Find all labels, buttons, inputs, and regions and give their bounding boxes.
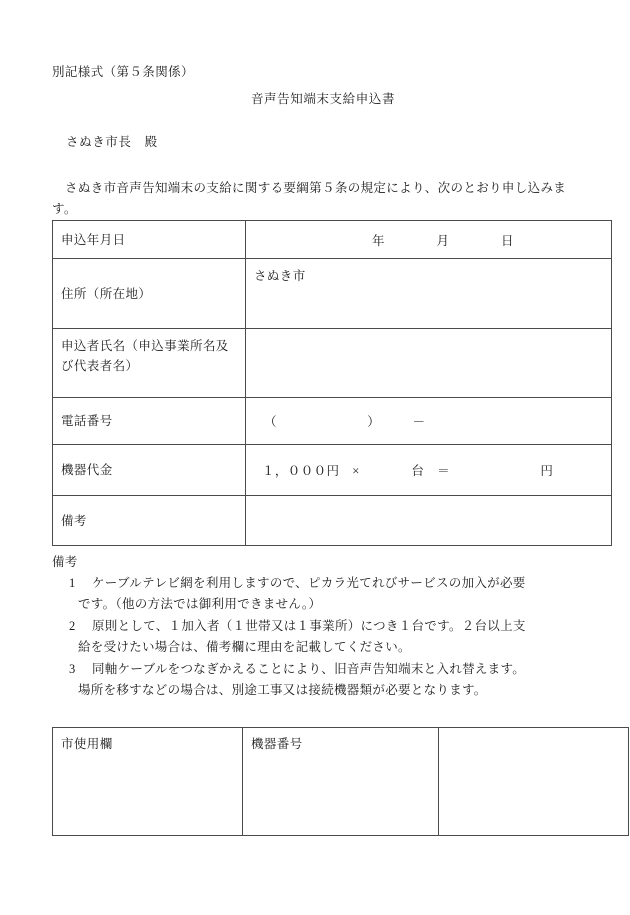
row-label-remarks: 備考 <box>53 496 246 546</box>
note-item <box>52 659 582 701</box>
table-row <box>53 496 612 546</box>
note-number: 3 <box>69 662 76 676</box>
row-label-applicant-name: 申込者氏名（申込事業所名及び代表者名） <box>53 329 246 398</box>
cell-city-use-blank[interactable] <box>439 728 629 836</box>
row-label-address: 住所（所在地） <box>53 259 246 329</box>
row-value-application-date[interactable] <box>246 221 612 259</box>
form-code: 別記様式（第５条関係） <box>52 65 194 79</box>
row-value-equipment-price[interactable] <box>246 445 612 496</box>
row-label-application-date: 申込年月日 <box>53 221 246 259</box>
equipment-price-calculation: １，０００円 × 台 ＝ 円 <box>262 464 554 478</box>
addressee: さぬき市長 殿 <box>66 135 158 149</box>
note-text-line: です。（他の方法では御利用できません。） <box>78 597 322 611</box>
document-title-text: 音声告知端末支給申込書 <box>250 92 396 106</box>
table-row <box>53 329 612 398</box>
cell-equipment-number-label: 機器番号 <box>243 728 439 836</box>
note-text-line: 給を受けたい場合は、備考欄に理由を記載してください。 <box>78 640 411 654</box>
table-row <box>53 398 612 445</box>
row-value-address[interactable]: さぬき市 <box>246 259 612 329</box>
note-text-line: ケーブルテレビ網を利用しますので、ピカラ光てれびサービスの加入が必要 <box>92 576 526 590</box>
note-number: 2 <box>69 619 76 633</box>
date-fields: 年 月 日 <box>372 233 514 248</box>
note-number: 1 <box>69 576 76 590</box>
table-row <box>53 445 612 496</box>
table-row <box>53 728 629 836</box>
telephone-fields: （ ） － <box>264 415 426 429</box>
application-table <box>52 220 612 546</box>
row-value-remarks[interactable] <box>246 496 612 546</box>
intro-paragraph: さぬき市音声告知端末の支給に関する要綱第５条の規定により、次のとおり申し込みます。 <box>52 181 567 216</box>
note-item <box>52 616 582 658</box>
cell-city-use-label: 市使用欄 <box>53 728 243 836</box>
row-label-telephone: 電話番号 <box>53 398 246 445</box>
row-value-applicant-name[interactable] <box>246 329 612 398</box>
note-text-line: 同軸ケーブルをつなぎかえることにより、旧音声告知端末と入れ替えます。 <box>92 662 526 676</box>
document-title <box>0 89 630 107</box>
city-use-table <box>52 727 629 836</box>
notes-section <box>52 552 582 701</box>
notes-heading: 備考 <box>52 555 78 569</box>
table-row <box>53 259 612 329</box>
row-label-equipment-price: 機器代金 <box>53 445 246 496</box>
row-value-telephone[interactable] <box>246 398 612 445</box>
table-row <box>53 221 612 259</box>
note-text-line: 原則として、１加入者（１世帯又は１事業所）につき１台です。２台以上支 <box>92 619 526 633</box>
note-text-line: 場所を移すなどの場合は、別途工事又は接続機器類が必要となります。 <box>78 683 487 697</box>
note-item <box>52 573 582 615</box>
